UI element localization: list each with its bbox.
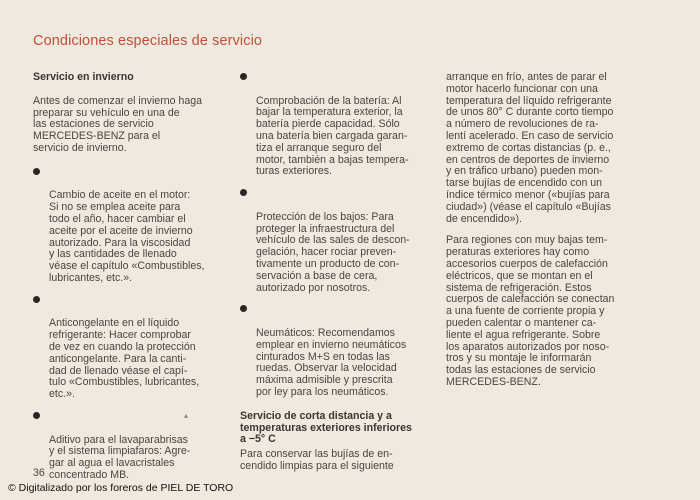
bullet-icon: [33, 296, 40, 303]
bullet-item-washer-additive: [33, 411, 229, 482]
short-distance-paragraph: Para conservar las bujías de en- cendido limpias para el siguiente: [240, 448, 394, 472]
bullet-item-tires: [240, 304, 436, 398]
bullet-text: Protección de los bajos: Para proteger la infraestructura del vehículo de las sales de descon- gelación, hacer rociar preven- tivamente un producto de con- servación a base de cera, autorizado por nosotros.: [256, 210, 410, 294]
page-title: Condiciones especiales de servicio: [33, 33, 263, 49]
section-heading-winter: Servicio en invierno: [33, 71, 134, 83]
bullet-text: Cambio de aceite en el motor: Si no se emplea aceite para todo el año, hacer cambiar el aceite por el aceite de invierno autorizado. Para la viscosidad y las cantidades de llenado véase el capítulo «Combustibles, lubricantes, etc.».: [49, 189, 205, 284]
bullet-icon: [33, 412, 40, 419]
section-heading-short-distance: Servicio de corta distancia y a temperaturas exteriores inferiores a −5° C: [240, 409, 412, 446]
bullet-item-underbody-protection: [240, 188, 436, 294]
bullet-icon: [240, 73, 247, 80]
scan-mark: ▴: [184, 411, 189, 420]
winter-intro-paragraph: Antes de comenzar el invierno haga preparar su vehículo en una de las estaciones de servicio MERCEDES-BENZ para el servicio de invierno.: [33, 94, 203, 154]
bullet-text: Anticongelante en el líquido refrigerante: Hacer comprobar de vez en cuando la protección anticongelante. Para la canti- dad de llenado véase el capí- tulo «Combustibles, lubricantes, etc.».: [49, 317, 200, 401]
bullet-item-antifreeze: [33, 295, 229, 401]
bullet-text: Neumáticos: Recomendamos emplear en invierno neumáticos cinturados M+S en todas las ruedas. Observar la velocidad máxima admisible y prescrita por ley para los neumáticos.: [256, 326, 407, 398]
bullet-text: Comprobación de la batería: Al bajar la temperatura exterior, la batería pierde capacidad. Sólo una batería bien cargada garan- tiza el arranque seguro del motor, también a bajas tempera- turas exteriores.: [256, 94, 409, 178]
bullet-icon: [33, 168, 40, 175]
bullet-icon: [240, 305, 247, 312]
bullet-item-battery-check: [240, 72, 436, 178]
footer-credit: © Digitalizado por los foreros de PIEL DE TORO: [8, 482, 234, 494]
bullet-icon: [240, 189, 247, 196]
column-3: [446, 72, 642, 389]
cold-start-paragraph: arranque en frío, antes de parar el motor hacerlo funcionar con una temperatura del líquido refrigerante de unos 80° C durante corto tiempo a número de revoluciones de ra- lentí acelerado. En caso de servicio extremo de cortas distancias (p. e., en centros de deportes de invierno y en tráfico urbano) pueden mon- tarse bujías de encendido con un índice térmico menor («bujías para ciudad») (véase el capítulo «Bujías de encendido»).: [446, 71, 614, 225]
column-2: [240, 72, 436, 473]
bullet-item-oil-change: [33, 167, 229, 285]
bullet-text: Aditivo para el lavaparabrisas y el sistema limpiafaros: Agre- gar al agua el lavacristales concentrado MB.: [49, 433, 191, 481]
column-1: [33, 72, 229, 482]
page-number: 36: [33, 467, 45, 479]
heater-accessories-paragraph: Para regiones con muy bajas tem- peraturas exteriores hay como accesorios cuerpos de calefacción eléctricos, que se montan en el sistema de refrigeración. Estos cuerpos de calefacción se conectan a una fuente de corriente propia y pueden calentar o mantener ca- liente el agua refrigerante. Sobre los aparatos autorizados por noso- tros y su montaje le informarán todas las estaciones de servicio MERCEDES-BENZ.: [446, 234, 615, 388]
